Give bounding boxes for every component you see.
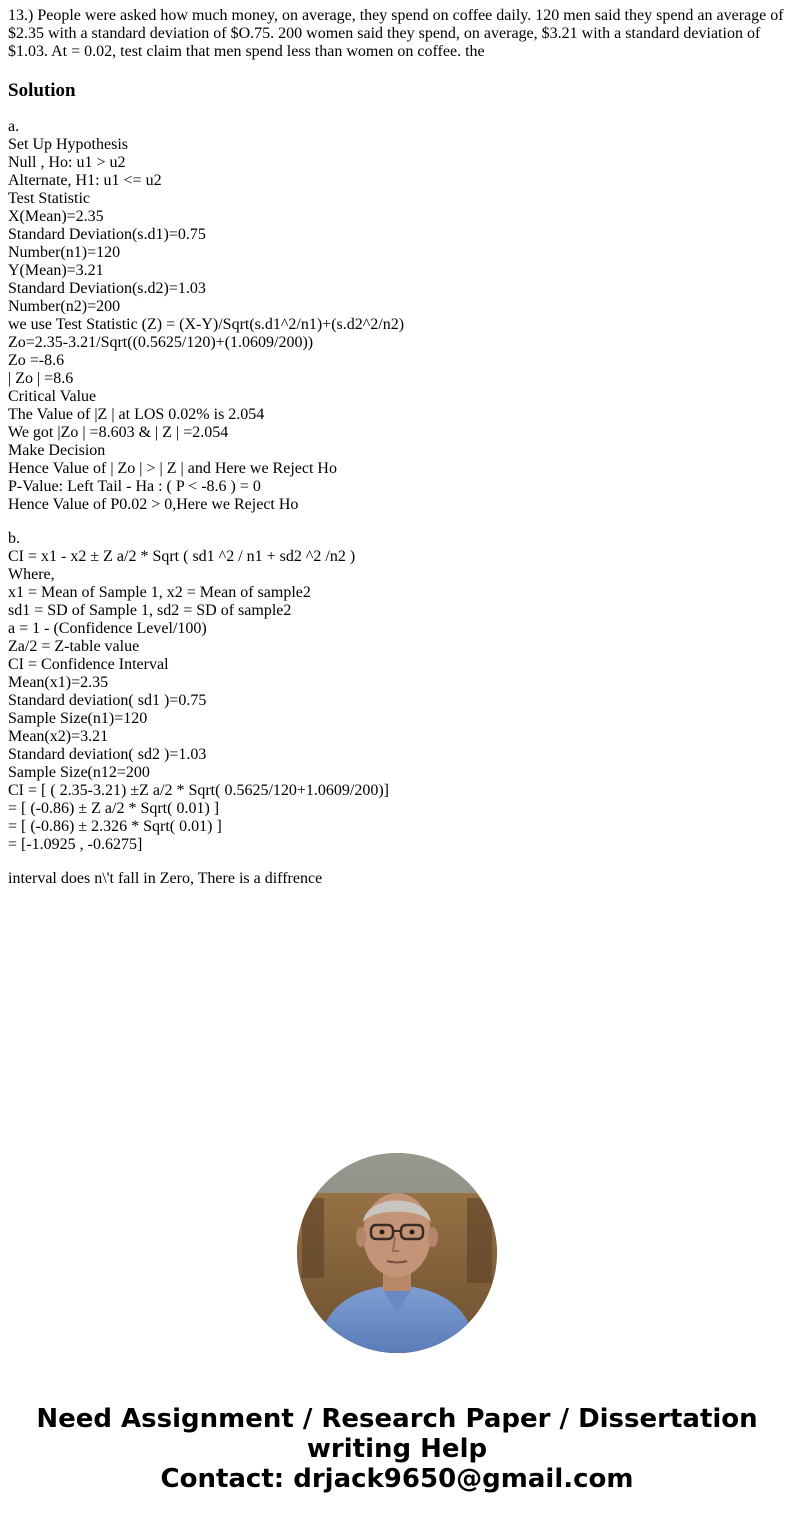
part-a-line: X(Mean)=2.35	[8, 208, 104, 225]
footer-line-2: writing Help	[306, 1434, 488, 1464]
section-gap	[8, 854, 788, 870]
part-b-line: CI = x1 - x2 ± Z a/2 * Sqrt ( sd1 ^2 / n1 + sd2 ^2 /n2 )	[8, 548, 356, 565]
part-a-line: we use Test Statistic (Z) = (X-Y)/Sqrt(s.d1^2/n1)+(s.d2^2/n2)	[8, 316, 405, 333]
part-b-line: Sample Size(n12=200	[8, 764, 150, 781]
part-b-line: Mean(x1)=2.35	[8, 674, 109, 691]
part-a-line: | Zo | =8.6	[8, 370, 74, 387]
part-a-line: Alternate, H1: u1 <= u2	[8, 172, 162, 189]
part-a-line: Set Up Hypothesis	[8, 136, 128, 153]
part-a-line: Make Decision	[8, 442, 106, 459]
part-b-section	[8, 530, 788, 854]
document-body	[8, 7, 788, 888]
part-a-line: Test Statistic	[8, 190, 90, 207]
part-b-line: CI = [ ( 2.35-3.21) ±Z a/2 * Sqrt( 0.5625/120+1.0609/200)]	[8, 782, 390, 799]
avatar-portrait	[297, 1153, 497, 1353]
part-a-line: Standard Deviation(s.d2)=1.03	[8, 280, 206, 297]
footer-contact: Contact: drjack9650@gmail.com	[160, 1464, 634, 1494]
part-b-line: = [ (-0.86) ± Z a/2 * Sqrt( 0.01) ]	[8, 800, 220, 817]
section-gap	[8, 514, 788, 530]
part-b-line: CI = Confidence Interval	[8, 656, 169, 673]
part-a-line: We got |Zo | =8.603 & | Z | =2.054	[8, 424, 229, 441]
part-a-line: P-Value: Left Tail - Ha : ( P < -8.6 ) = 0	[8, 478, 261, 495]
part-a-line: Hence Value of P0.02 > 0,Here we Reject Ho	[8, 496, 299, 513]
part-a-line: The Value of |Z | at LOS 0.02% is 2.054	[8, 406, 265, 423]
part-b-line: b.	[8, 530, 20, 547]
part-a-line: Null , Ho: u1 > u2	[8, 154, 126, 171]
part-a-section	[8, 118, 788, 514]
part-b-line: x1 = Mean of Sample 1, x2 = Mean of sample2	[8, 584, 311, 601]
question-text: 13.) People were asked how much money, on average, they spend on coffee daily. 120 men said they spend an average of $2.35 with a standard deviation of $O.75. 200 women said they spend, on average, $3.21 with a standard deviation of $1.03. At = 0.02, test claim that men spend less than women on coffee. the	[8, 7, 784, 60]
solution-heading: Solution	[8, 80, 76, 101]
part-a-line: a.	[8, 118, 20, 135]
part-a-line: Zo =-8.6	[8, 352, 65, 369]
part-a-line: Hence Value of | Zo | > | Z | and Here we Reject Ho	[8, 460, 337, 477]
footer-line-1: Need Assignment / Research Paper / Dissertation	[36, 1404, 758, 1434]
part-b-line: Standard deviation( sd2 )=1.03	[8, 746, 207, 763]
part-a-line: Number(n2)=200	[8, 298, 121, 315]
author-avatar	[297, 1153, 497, 1353]
part-b-line: a = 1 - (Confidence Level/100)	[8, 620, 207, 637]
part-b-line: Za/2 = Z-table value	[8, 638, 140, 655]
part-b-line: Sample Size(n1)=120	[8, 710, 148, 727]
part-b-line: Mean(x2)=3.21	[8, 728, 109, 745]
part-a-line: Zo=2.35-3.21/Sqrt((0.5625/120)+(1.0609/200))	[8, 334, 314, 351]
part-b-line: Where,	[8, 566, 55, 583]
part-a-line: Number(n1)=120	[8, 244, 121, 261]
part-b-line: Standard deviation( sd1 )=0.75	[8, 692, 207, 709]
part-a-line: Y(Mean)=3.21	[8, 262, 104, 279]
conclusion-text: interval does n\'t fall in Zero, There is a diffrence	[8, 870, 323, 887]
part-b-line: = [ (-0.86) ± 2.326 * Sqrt( 0.01) ]	[8, 818, 222, 835]
part-a-line: Critical Value	[8, 388, 97, 405]
footer-banner	[0, 1404, 794, 1494]
part-b-line: = [-1.0925 , -0.6275]	[8, 836, 143, 853]
part-b-line: sd1 = SD of Sample 1, sd2 = SD of sample2	[8, 602, 292, 619]
part-a-line: Standard Deviation(s.d1)=0.75	[8, 226, 206, 243]
